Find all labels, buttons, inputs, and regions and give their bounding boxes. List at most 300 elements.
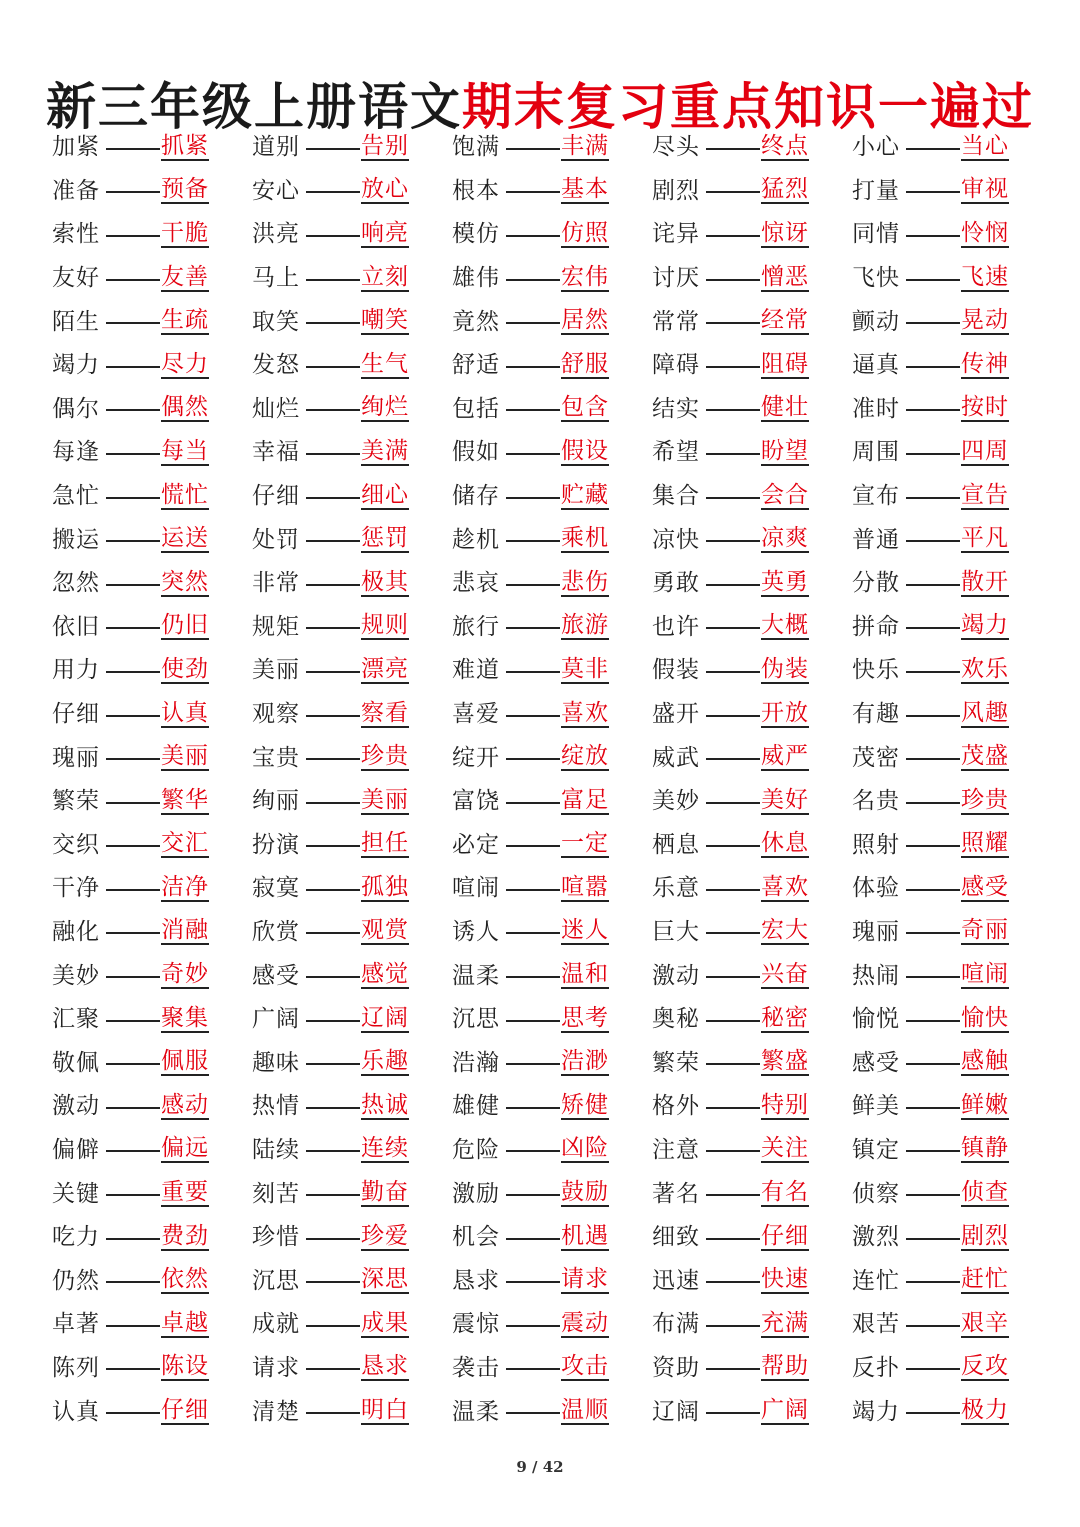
word: 喧闹: [452, 875, 500, 902]
dash-connector: [506, 453, 560, 455]
synonym-pair: [52, 126, 252, 170]
synonym-pair: [252, 606, 452, 650]
dash-connector: [906, 1368, 960, 1370]
synonym-answer: 宏大: [761, 917, 809, 944]
dash-connector: [306, 1020, 360, 1022]
dash-connector: [906, 1107, 960, 1109]
synonym-pair: [852, 1303, 1052, 1347]
word: 感受: [252, 962, 300, 989]
synonym-pair: [52, 300, 252, 344]
dash-connector: [106, 932, 160, 934]
synonym-pair: [52, 257, 252, 301]
word: 认真: [52, 1398, 100, 1425]
word: 根本: [452, 177, 500, 204]
synonym-answer: 舒服: [561, 350, 609, 377]
synonym-answer: 珍贵: [961, 786, 1009, 813]
word: 格外: [652, 1093, 700, 1120]
synonym-answer: 感觉: [361, 961, 409, 988]
synonym-answer: 喜欢: [561, 699, 609, 726]
synonym-answer: 重要: [161, 1179, 209, 1206]
synonym-pair: [452, 998, 652, 1042]
dash-connector: [706, 845, 760, 847]
synonym-pair: [452, 300, 652, 344]
synonym-pair: [652, 1347, 852, 1391]
dash-connector: [506, 148, 560, 150]
synonym-answer: 友善: [161, 263, 209, 290]
synonym-answer: 审视: [961, 176, 1009, 203]
dash-connector: [906, 976, 960, 978]
dash-connector: [506, 497, 560, 499]
dash-connector: [506, 1063, 560, 1065]
synonym-answer: 怜悯: [961, 219, 1009, 246]
synonym-pair: [52, 344, 252, 388]
word: 成就: [252, 1311, 300, 1338]
synonym-pair: [252, 1041, 452, 1085]
synonym-pair: [852, 1172, 1052, 1216]
synonym-answer: 察看: [361, 699, 409, 726]
word: 颤动: [852, 308, 900, 335]
dash-connector: [506, 1107, 560, 1109]
word: 干净: [52, 875, 100, 902]
dash-connector: [706, 1325, 760, 1327]
synonym-answer: 依然: [161, 1266, 209, 1293]
synonym-pair: [452, 1085, 652, 1129]
dash-connector: [306, 191, 360, 193]
synonym-pair: [652, 518, 852, 562]
synonym-answer: 假设: [561, 437, 609, 464]
dash-connector: [106, 540, 160, 542]
dash-connector: [706, 1107, 760, 1109]
synonym-answer: 鼓励: [561, 1179, 609, 1206]
word: 友好: [52, 265, 100, 292]
synonym-pair: [452, 606, 652, 650]
dash-connector: [506, 715, 560, 717]
synonym-answer: 思考: [561, 1004, 609, 1031]
synonym-answer: 担任: [361, 830, 409, 857]
synonym-answer: 生疏: [161, 307, 209, 334]
dash-connector: [106, 845, 160, 847]
synonym-answer: 放心: [361, 176, 409, 203]
synonym-pair: [652, 824, 852, 868]
synonym-answer: 竭力: [961, 612, 1009, 639]
dash-connector: [106, 1325, 160, 1327]
synonym-answer: 晃动: [961, 307, 1009, 334]
synonym-answer: 莫非: [561, 655, 609, 682]
synonym-answer: 充满: [761, 1309, 809, 1336]
word: 偏僻: [52, 1136, 100, 1163]
dash-connector: [306, 1368, 360, 1370]
word: 必定: [452, 831, 500, 858]
dash-connector: [706, 802, 760, 804]
synonym-answer: 认真: [161, 699, 209, 726]
word: 尽头: [652, 134, 700, 161]
synonym-pair: [652, 998, 852, 1042]
word: 绽开: [452, 744, 500, 771]
dash-connector: [306, 671, 360, 673]
word: 洪亮: [252, 221, 300, 248]
synonym-pair: [452, 344, 652, 388]
word: 机会: [452, 1224, 500, 1251]
word: 陈列: [52, 1354, 100, 1381]
dash-connector: [906, 802, 960, 804]
synonym-answer: 温顺: [561, 1397, 609, 1424]
dash-connector: [706, 148, 760, 150]
synonym-pair: [52, 693, 252, 737]
word: 广阔: [252, 1006, 300, 1033]
word: 打量: [852, 177, 900, 204]
synonym-pair: [852, 257, 1052, 301]
dash-connector: [106, 148, 160, 150]
word: 马上: [252, 265, 300, 292]
synonym-pair: [252, 1303, 452, 1347]
dash-connector: [706, 627, 760, 629]
dash-connector: [106, 497, 160, 499]
dash-connector: [706, 1063, 760, 1065]
synonym-answer: 漂亮: [361, 655, 409, 682]
word: 辽阔: [652, 1398, 700, 1425]
synonym-pair: [852, 344, 1052, 388]
word: 趣味: [252, 1049, 300, 1076]
dash-connector: [706, 1194, 760, 1196]
synonym-answer: 珍爱: [361, 1222, 409, 1249]
synonym-pair: [452, 213, 652, 257]
synonym-answer: 兴奋: [761, 961, 809, 988]
synonym-pair: [52, 1259, 252, 1303]
synonym-answer: 洁净: [161, 873, 209, 900]
synonym-answer: 告别: [361, 132, 409, 159]
dash-connector: [906, 758, 960, 760]
synonym-answer: 惊讶: [761, 219, 809, 246]
synonym-answer: 照耀: [961, 830, 1009, 857]
dash-connector: [906, 715, 960, 717]
synonym-pair: [252, 693, 452, 737]
synonym-pair: [652, 170, 852, 214]
word: 包括: [452, 395, 500, 422]
dash-connector: [306, 1150, 360, 1152]
synonym-answer: 成果: [361, 1309, 409, 1336]
word: 趁机: [452, 526, 500, 553]
synonym-pair: [452, 431, 652, 475]
dash-connector: [106, 671, 160, 673]
synonym-pair: [252, 1259, 452, 1303]
synonym-answer: 侦查: [961, 1179, 1009, 1206]
word: 灿烂: [252, 395, 300, 422]
synonym-answer: 阻碍: [761, 350, 809, 377]
word: 逼真: [852, 352, 900, 379]
synonym-pair: [52, 998, 252, 1042]
word: 镇定: [852, 1136, 900, 1163]
word: 融化: [52, 918, 100, 945]
dash-connector: [506, 1238, 560, 1240]
synonym-pair: [652, 344, 852, 388]
word: 美妙: [652, 788, 700, 815]
title-part-dark: 新三年级上册语文: [46, 76, 462, 136]
synonym-answer: 深思: [361, 1266, 409, 1293]
dash-connector: [906, 366, 960, 368]
synonym-answer: 贮藏: [561, 481, 609, 508]
synonym-pair: [52, 780, 252, 824]
dash-connector: [906, 932, 960, 934]
synonym-answer: 卓越: [161, 1309, 209, 1336]
dash-connector: [906, 191, 960, 193]
synonym-pair: [52, 518, 252, 562]
dash-connector: [906, 1281, 960, 1283]
word: 安心: [252, 177, 300, 204]
synonym-pair: [52, 1129, 252, 1173]
dash-connector: [906, 845, 960, 847]
dash-connector: [906, 235, 960, 237]
page-title: [0, 76, 1080, 136]
synonym-pair: [852, 562, 1052, 606]
synonym-answer: 盼望: [761, 437, 809, 464]
title-part-red: 期末复习重点知识一遍过: [462, 76, 1034, 136]
synonym-pair: [652, 126, 852, 170]
dash-connector: [306, 758, 360, 760]
word: 寂寞: [252, 875, 300, 902]
dash-connector: [106, 1281, 160, 1283]
word: 希望: [652, 439, 700, 466]
dash-connector: [706, 889, 760, 891]
synonym-pair: [652, 300, 852, 344]
synonym-pair: [252, 736, 452, 780]
page-number: 9 / 42: [516, 1458, 564, 1476]
word: 名贵: [852, 788, 900, 815]
dash-connector: [506, 671, 560, 673]
synonym-answer: 秘密: [761, 1004, 809, 1031]
synonym-pair: [452, 911, 652, 955]
word: 扮演: [252, 831, 300, 858]
synonym-pair: [452, 257, 652, 301]
synonym-pair: [652, 1259, 852, 1303]
word: 非常: [252, 570, 300, 597]
dash-connector: [506, 1368, 560, 1370]
synonym-answer: 飞速: [961, 263, 1009, 290]
word: 索性: [52, 221, 100, 248]
synonym-pair: [852, 170, 1052, 214]
synonym-pair: [852, 388, 1052, 432]
synonym-pair: [52, 170, 252, 214]
dash-connector: [106, 1368, 160, 1370]
synonym-answer: 威严: [761, 743, 809, 770]
synonym-answer: 观赏: [361, 917, 409, 944]
dash-connector: [106, 1194, 160, 1196]
word: 著名: [652, 1180, 700, 1207]
word: 搬运: [52, 526, 100, 553]
synonym-pair: [652, 562, 852, 606]
synonym-answer: 平凡: [961, 525, 1009, 552]
word: 激动: [652, 962, 700, 989]
word: 分散: [852, 570, 900, 597]
word: 沉思: [452, 1006, 500, 1033]
word: 资助: [652, 1354, 700, 1381]
synonym-answer: 陈设: [161, 1353, 209, 1380]
synonym-answer: 极力: [961, 1397, 1009, 1424]
dash-connector: [106, 235, 160, 237]
synonym-pair: [852, 518, 1052, 562]
synonym-answer: 预备: [161, 176, 209, 203]
dash-connector: [306, 235, 360, 237]
synonym-pair: [452, 1216, 652, 1260]
dash-connector: [706, 758, 760, 760]
synonym-answer: 英勇: [761, 568, 809, 595]
synonym-pair: [652, 213, 852, 257]
synonym-pair: [452, 170, 652, 214]
dash-connector: [106, 1063, 160, 1065]
synonym-answer: 赶忙: [961, 1266, 1009, 1293]
synonym-answer: 包含: [561, 394, 609, 421]
word: 卓著: [52, 1311, 100, 1338]
word: 储存: [452, 483, 500, 510]
word: 感受: [852, 1049, 900, 1076]
word: 讨厌: [652, 265, 700, 292]
dash-connector: [306, 932, 360, 934]
synonym-answer: 喜欢: [761, 873, 809, 900]
synonym-answer: 散开: [961, 568, 1009, 595]
dash-connector: [306, 322, 360, 324]
word: 恳求: [452, 1267, 500, 1294]
synonym-pair: [652, 1129, 852, 1173]
synonym-pair: [852, 998, 1052, 1042]
synonym-pair: [252, 1085, 452, 1129]
word: 集合: [652, 483, 700, 510]
synonym-pair: [252, 1347, 452, 1391]
synonym-answer: 按时: [961, 394, 1009, 421]
synonym-answer: 繁盛: [761, 1048, 809, 1075]
synonym-pair: [452, 1129, 652, 1173]
synonym-pair: [452, 562, 652, 606]
dash-connector: [506, 409, 560, 411]
dash-connector: [306, 453, 360, 455]
synonym-answer: 宏伟: [561, 263, 609, 290]
synonym-answer: 感动: [161, 1091, 209, 1118]
word: 拼命: [852, 613, 900, 640]
word: 激励: [452, 1180, 500, 1207]
dash-connector: [506, 322, 560, 324]
word: 体验: [852, 875, 900, 902]
dash-connector: [906, 889, 960, 891]
word: 悲哀: [452, 570, 500, 597]
word: 剧烈: [652, 177, 700, 204]
synonym-grid: [52, 126, 1052, 1434]
dash-connector: [706, 235, 760, 237]
dash-connector: [306, 366, 360, 368]
dash-connector: [906, 148, 960, 150]
synonym-pair: [52, 911, 252, 955]
dash-connector: [106, 1150, 160, 1152]
dash-connector: [906, 1238, 960, 1240]
word: 浩瀚: [452, 1049, 500, 1076]
dash-connector: [506, 584, 560, 586]
synonym-answer: 尽力: [161, 350, 209, 377]
word: 欣赏: [252, 918, 300, 945]
synonym-pair: [452, 1259, 652, 1303]
synonym-answer: 偶然: [161, 394, 209, 421]
word: 雄伟: [452, 265, 500, 292]
word: 沉思: [252, 1267, 300, 1294]
synonym-pair: [652, 257, 852, 301]
synonym-answer: 美好: [761, 786, 809, 813]
dash-connector: [106, 802, 160, 804]
word: 繁荣: [652, 1049, 700, 1076]
word: 每逢: [52, 439, 100, 466]
synonym-pair: [252, 824, 452, 868]
synonym-answer: 恳求: [361, 1353, 409, 1380]
dash-connector: [706, 671, 760, 673]
dash-connector: [706, 932, 760, 934]
synonym-answer: 反攻: [961, 1353, 1009, 1380]
dash-connector: [106, 1020, 160, 1022]
word: 乐意: [652, 875, 700, 902]
word: 艰苦: [852, 1311, 900, 1338]
dash-connector: [306, 1107, 360, 1109]
word: 偶尔: [52, 395, 100, 422]
synonym-answer: 响亮: [361, 219, 409, 246]
synonym-pair: [652, 736, 852, 780]
dash-connector: [106, 1412, 160, 1414]
synonym-answer: 伪装: [761, 655, 809, 682]
word: 巨大: [652, 918, 700, 945]
synonym-answer: 珍贵: [361, 743, 409, 770]
word: 竭力: [852, 1398, 900, 1425]
synonym-answer: 帮助: [761, 1353, 809, 1380]
synonym-answer: 仿照: [561, 219, 609, 246]
word: 饱满: [452, 134, 500, 161]
dash-connector: [106, 409, 160, 411]
dash-connector: [106, 366, 160, 368]
synonym-pair: [52, 213, 252, 257]
synonym-pair: [252, 170, 452, 214]
synonym-pair: [652, 606, 852, 650]
dash-connector: [306, 1325, 360, 1327]
dash-connector: [706, 279, 760, 281]
synonym-answer: 凉爽: [761, 525, 809, 552]
word: 仔细: [252, 483, 300, 510]
synonym-pair: [52, 606, 252, 650]
word: 侦察: [852, 1180, 900, 1207]
word: 处罚: [252, 526, 300, 553]
synonym-pair: [852, 867, 1052, 911]
word: 交织: [52, 831, 100, 858]
synonym-answer: 欢乐: [961, 655, 1009, 682]
synonym-pair: [52, 1041, 252, 1085]
word: 竭力: [52, 352, 100, 379]
synonym-answer: 使劲: [161, 655, 209, 682]
dash-connector: [906, 497, 960, 499]
synonym-answer: 一定: [561, 830, 609, 857]
synonym-answer: 憎恶: [761, 263, 809, 290]
synonym-answer: 喧嚣: [561, 873, 609, 900]
synonym-answer: 震动: [561, 1309, 609, 1336]
word: 注意: [652, 1136, 700, 1163]
synonym-pair: [852, 475, 1052, 519]
synonym-answer: 经常: [761, 307, 809, 334]
word: 吃力: [52, 1224, 100, 1251]
synonym-pair: [652, 1172, 852, 1216]
word: 富饶: [452, 788, 500, 815]
dash-connector: [306, 889, 360, 891]
dash-connector: [706, 1281, 760, 1283]
dash-connector: [306, 845, 360, 847]
word: 也许: [652, 613, 700, 640]
synonym-pair: [852, 300, 1052, 344]
synonym-answer: 繁华: [161, 786, 209, 813]
word: 假如: [452, 439, 500, 466]
word: 鲜美: [852, 1093, 900, 1120]
dash-connector: [506, 366, 560, 368]
dash-connector: [306, 1412, 360, 1414]
dash-connector: [706, 322, 760, 324]
dash-connector: [506, 1020, 560, 1022]
